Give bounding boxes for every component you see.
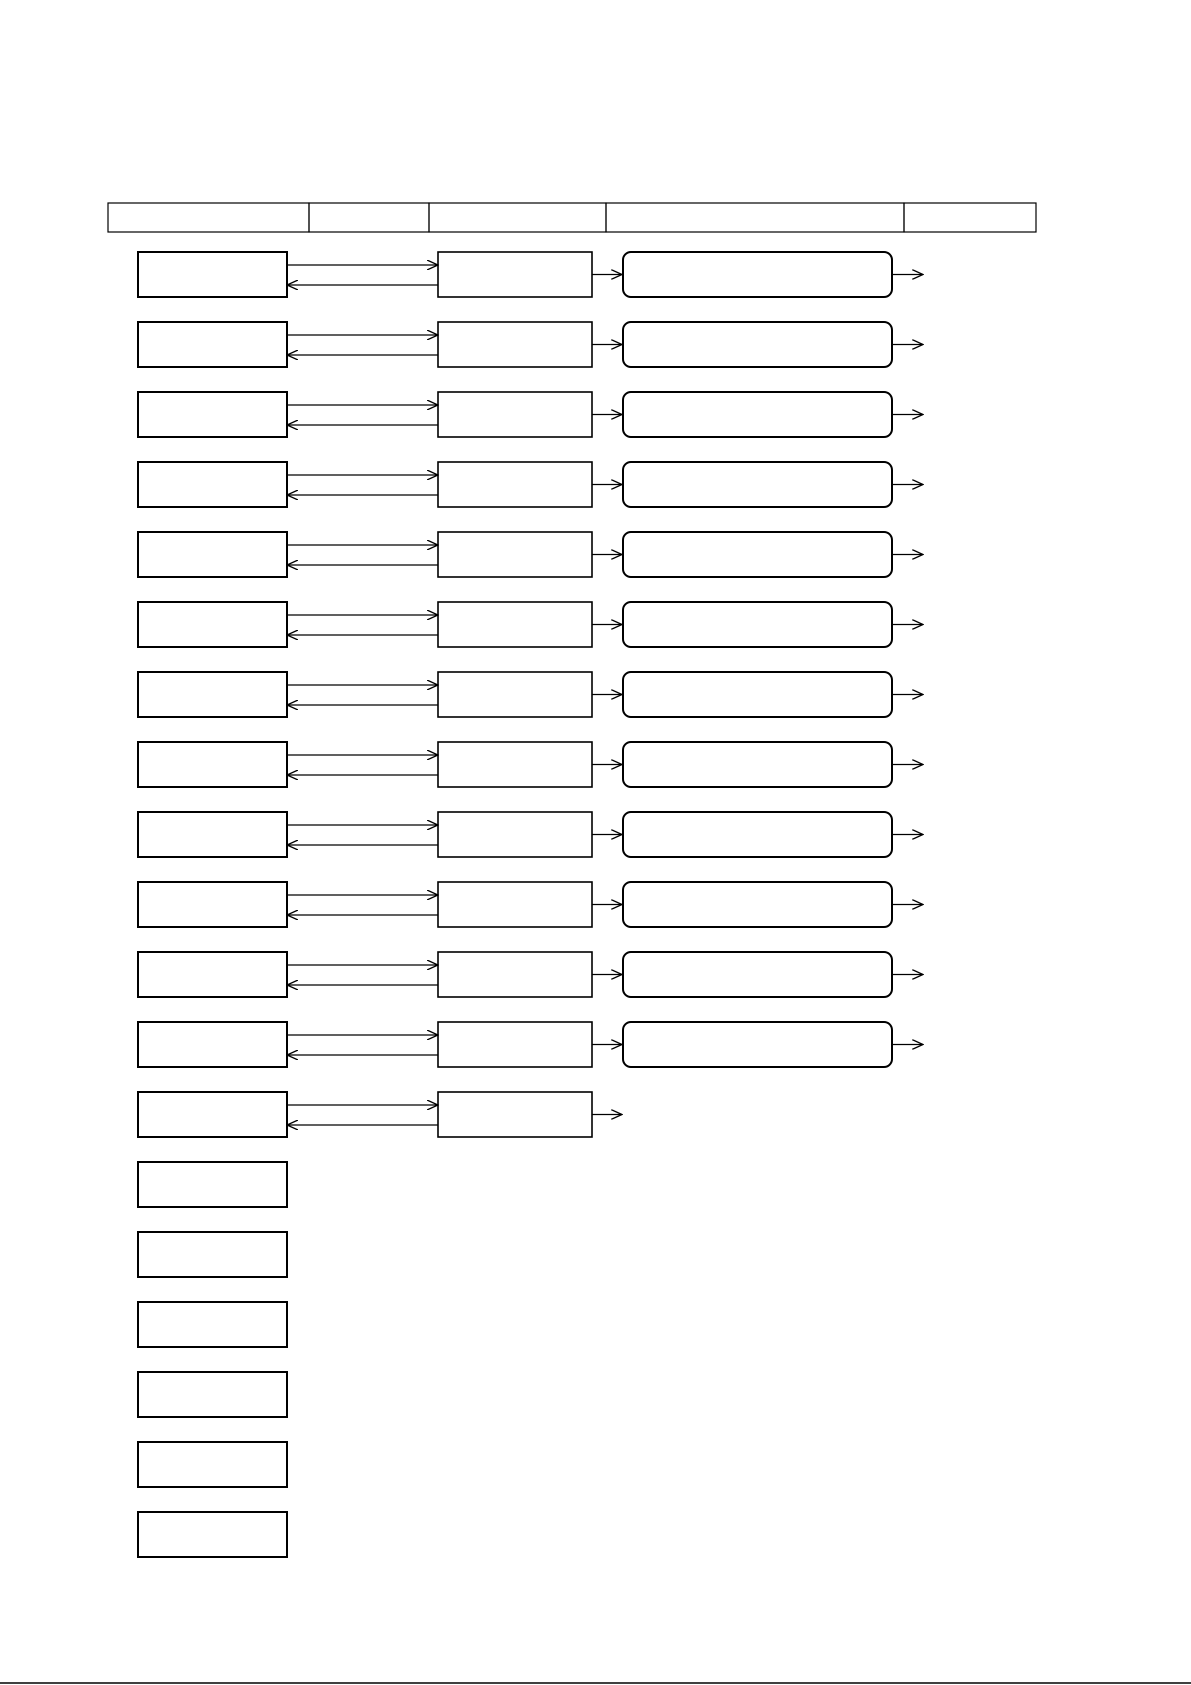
row-5: [138, 532, 923, 577]
row-16: [138, 1302, 287, 1347]
left-box: [138, 462, 287, 507]
left-box: [138, 1022, 287, 1067]
row-12: [138, 1022, 923, 1067]
row-14: [138, 1162, 287, 1207]
left-box: [138, 882, 287, 927]
middle-box: [438, 672, 592, 717]
row-7: [138, 672, 923, 717]
left-box: [138, 1232, 287, 1277]
left-box: [138, 812, 287, 857]
row-11: [138, 952, 923, 997]
left-box: [138, 602, 287, 647]
middle-box: [438, 812, 592, 857]
left-box: [138, 1512, 287, 1557]
header-cell-4: [606, 203, 904, 232]
row-13: [138, 1092, 622, 1137]
row-3: [138, 392, 923, 437]
row-10: [138, 882, 923, 927]
row-9: [138, 812, 923, 857]
middle-box: [438, 1022, 592, 1067]
left-box: [138, 392, 287, 437]
left-box: [138, 1442, 287, 1487]
row-4: [138, 462, 923, 507]
left-box: [138, 532, 287, 577]
header-cell-5: [904, 203, 1036, 232]
row-19: [138, 1512, 287, 1557]
left-box: [138, 252, 287, 297]
middle-box: [438, 322, 592, 367]
left-box: [138, 742, 287, 787]
right-box: [623, 392, 892, 437]
middle-box: [438, 742, 592, 787]
left-box: [138, 952, 287, 997]
right-box: [623, 952, 892, 997]
right-box: [623, 1022, 892, 1067]
row-1: [138, 252, 923, 297]
header-cell-2: [309, 203, 429, 232]
left-box: [138, 1302, 287, 1347]
header-cell-3: [429, 203, 606, 232]
middle-box: [438, 532, 592, 577]
row-17: [138, 1372, 287, 1417]
left-box: [138, 322, 287, 367]
diagram-rows: [138, 252, 923, 1557]
left-box: [138, 1162, 287, 1207]
right-box: [623, 322, 892, 367]
middle-box: [438, 602, 592, 647]
right-box: [623, 252, 892, 297]
right-box: [623, 462, 892, 507]
left-box: [138, 672, 287, 717]
row-2: [138, 322, 923, 367]
right-box: [623, 742, 892, 787]
middle-box: [438, 1092, 592, 1137]
middle-box: [438, 952, 592, 997]
right-box: [623, 882, 892, 927]
middle-box: [438, 462, 592, 507]
right-box: [623, 812, 892, 857]
left-box: [138, 1372, 287, 1417]
row-15: [138, 1232, 287, 1277]
row-18: [138, 1442, 287, 1487]
middle-box: [438, 392, 592, 437]
right-box: [623, 672, 892, 717]
row-6: [138, 602, 923, 647]
right-box: [623, 602, 892, 647]
left-box: [138, 1092, 287, 1137]
middle-box: [438, 882, 592, 927]
row-8: [138, 742, 923, 787]
right-box: [623, 532, 892, 577]
middle-box: [438, 252, 592, 297]
header-table: [108, 203, 1036, 232]
header-cell-1: [108, 203, 309, 232]
